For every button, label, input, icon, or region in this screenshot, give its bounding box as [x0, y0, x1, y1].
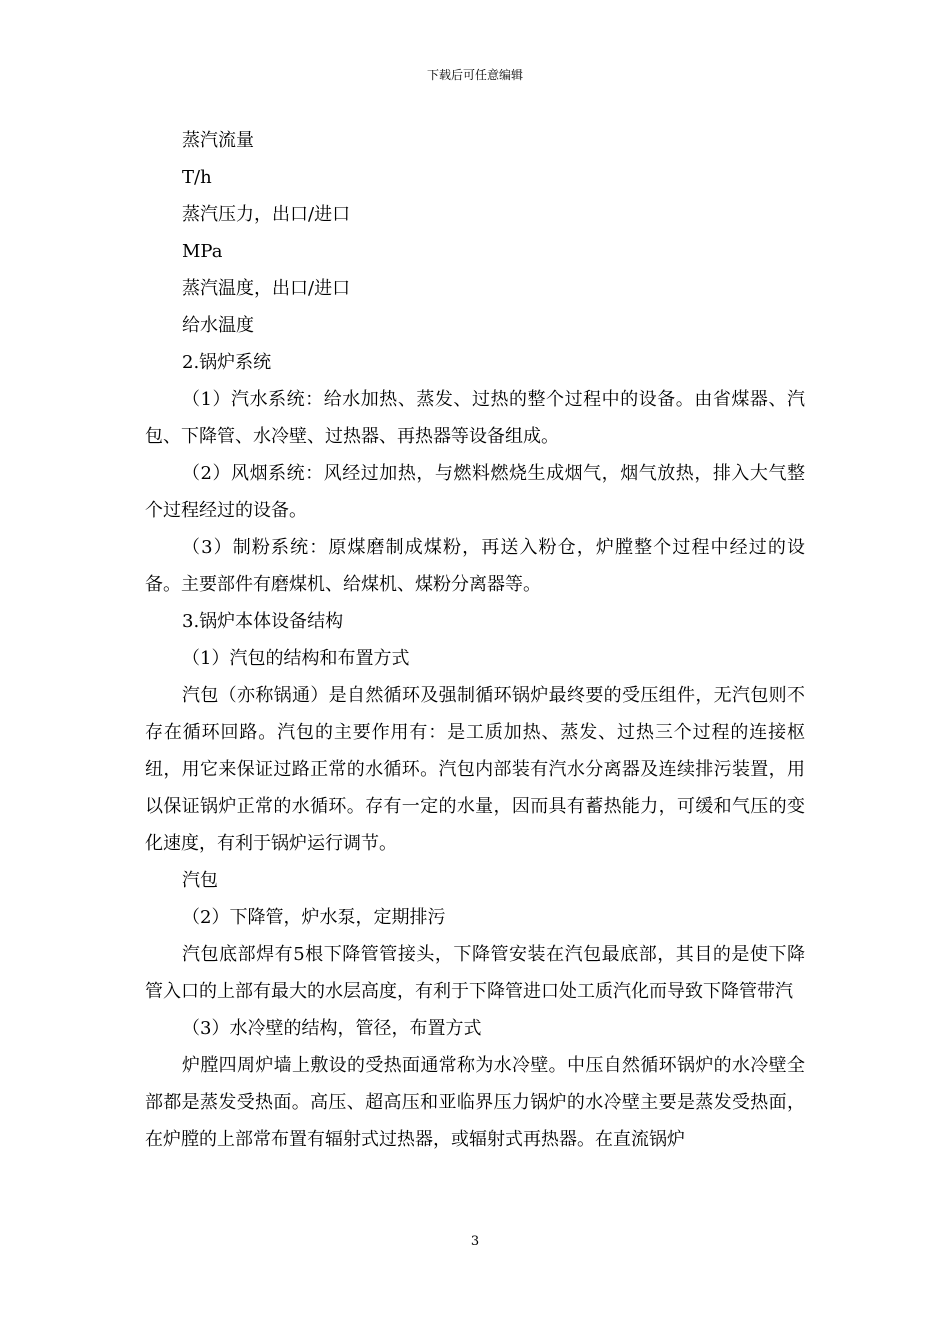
- paragraph: T/h: [182, 167, 212, 188]
- subsection-heading: （1）汽包的结构和布置方式: [182, 648, 410, 669]
- paragraph: 给水温度: [182, 315, 254, 336]
- paragraph: MPa: [182, 241, 223, 262]
- subsection-heading: （2）下降管，炉水泵，定期排污: [182, 907, 446, 928]
- paragraph: 蒸汽流量: [182, 130, 254, 151]
- page-header: 下载后可任意编辑: [426, 68, 523, 82]
- paragraph: 蒸汽温度，出口/进口: [182, 278, 351, 299]
- paragraph: 蒸汽压力，出口/进口: [182, 204, 351, 225]
- paragraph: 汽包底部焊有5根下降管管接头，下降管安装在汽包最底部，其目的是使下降管入口的上部有最大的水层高度，有利于下降管进口处工质汽化而导致下降管带汽: [145, 944, 805, 1002]
- section-heading: 3.锅炉本体设备结构: [182, 611, 344, 632]
- paragraph: 炉膛四周炉墙上敷设的受热面通常称为水冷壁。中压自然循环锅炉的水冷壁全部都是蒸发受热面。高压、超高压和亚临界压力锅炉的水冷壁主要是蒸发受热面，在炉膛的上部常布置有辐射式过热器，或辐射式再热器。在直流锅炉: [145, 1055, 805, 1150]
- section-heading: 2.锅炉系统: [182, 352, 272, 373]
- page-number: 3: [470, 1234, 480, 1249]
- paragraph: （3）制粉系统：原煤磨制成煤粉，再送入粉仓，炉膛整个过程中经过的设备。主要部件有磨煤机、给煤机、煤粉分离器等。: [145, 537, 805, 595]
- paragraph: 汽包（亦称锅通）是自然循环及强制循环锅炉最终要的受压组件，无汽包则不存在循环回路。汽包的主要作用有：是工质加热、蒸发、过热三个过程的连接枢纽，用它来保证过路正常的水循环。汽包内部装有汽水分离器及连续排污装置，用以保证锅炉正常的水循环。存有一定的水量，因而具有蓄热能力，可缓和气压的变化速度，有利于锅炉运行调节。: [145, 685, 805, 854]
- document-body: [145, 122, 805, 1158]
- subsection-heading: （3）水冷壁的结构，管径，布置方式: [182, 1018, 482, 1039]
- paragraph: 汽包: [182, 870, 218, 891]
- paragraph: （1）汽水系统：给水加热、蒸发、过热的整个过程中的设备。由省煤器、汽包、下降管、水冷壁、过热器、再热器等设备组成。: [145, 389, 805, 447]
- paragraph: （2）风烟系统：风经过加热，与燃料燃烧生成烟气，烟气放热，排入大气整个过程经过的设备。: [145, 463, 805, 521]
